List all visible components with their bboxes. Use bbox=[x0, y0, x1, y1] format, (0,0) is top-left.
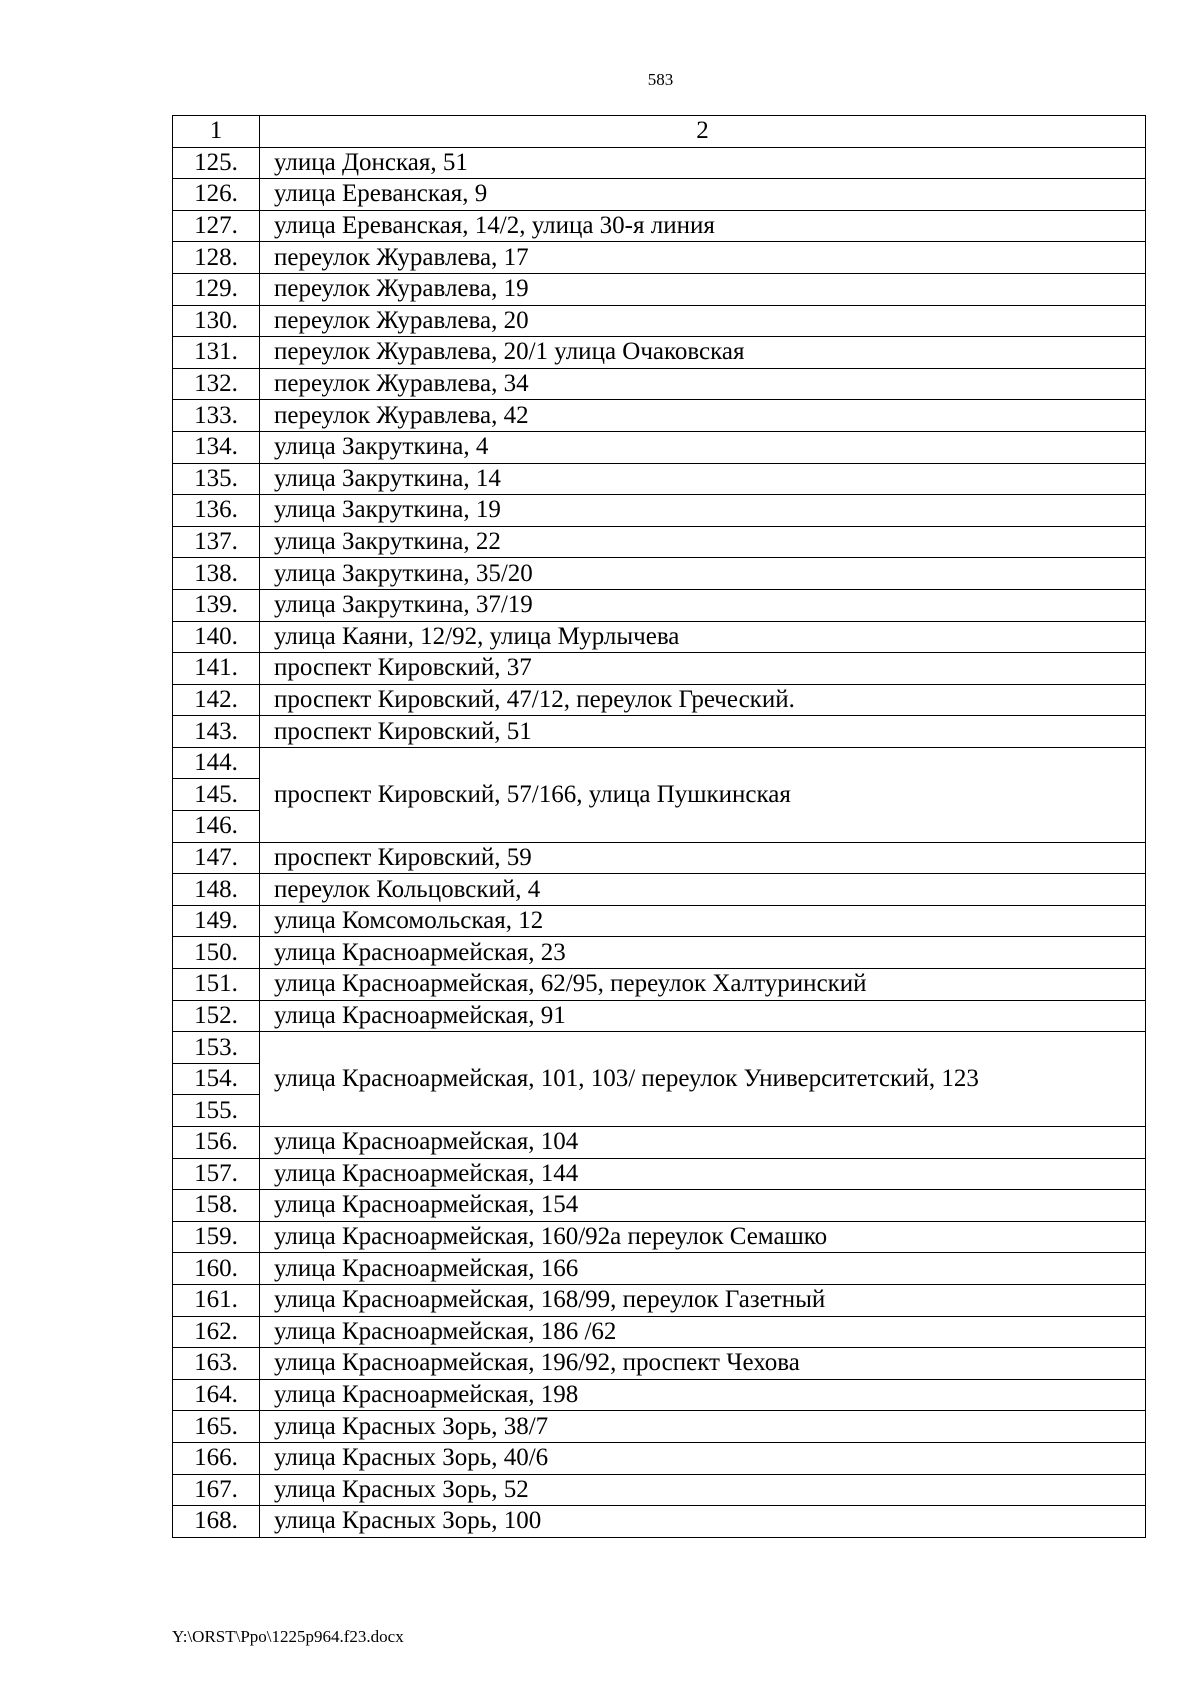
header-col-2: 2 bbox=[260, 116, 1146, 148]
table-row bbox=[173, 716, 1146, 748]
row-number: 139. bbox=[173, 589, 260, 621]
row-number: 161. bbox=[173, 1284, 260, 1316]
address-cell: улица Красноармейская, 154 bbox=[260, 1190, 1146, 1222]
row-number: 145. bbox=[173, 779, 260, 811]
address-cell: улица Комсомольская, 12 bbox=[260, 905, 1146, 937]
table-row bbox=[173, 1348, 1146, 1380]
table-row bbox=[173, 1158, 1146, 1190]
address-cell: улица Красноармейская, 198 bbox=[260, 1379, 1146, 1411]
table-row bbox=[173, 179, 1146, 211]
row-number: 164. bbox=[173, 1379, 260, 1411]
row-number: 133. bbox=[173, 400, 260, 432]
table-row bbox=[173, 1506, 1146, 1538]
row-number: 162. bbox=[173, 1316, 260, 1348]
address-cell: проспект Кировский, 57/166, улица Пушкинская bbox=[260, 747, 1146, 842]
address-cell: улица Красноармейская, 160/92а переулок Семашко bbox=[260, 1221, 1146, 1253]
address-cell: переулок Журавлева, 34 bbox=[260, 368, 1146, 400]
address-table-body bbox=[173, 116, 1146, 1538]
table-row bbox=[173, 400, 1146, 432]
address-cell: улица Красноармейская, 91 bbox=[260, 1000, 1146, 1032]
address-cell: улица Красных Зорь, 52 bbox=[260, 1474, 1146, 1506]
row-number: 138. bbox=[173, 558, 260, 590]
table-row bbox=[173, 273, 1146, 305]
table-row bbox=[173, 558, 1146, 590]
row-number: 147. bbox=[173, 842, 260, 874]
address-cell: улица Закруткина, 35/20 bbox=[260, 558, 1146, 590]
address-cell: улица Красноармейская, 101, 103/ переулок Университетский, 123 bbox=[260, 1032, 1146, 1127]
row-number: 130. bbox=[173, 305, 260, 337]
row-number: 149. bbox=[173, 905, 260, 937]
table-row bbox=[173, 653, 1146, 685]
table-header-row bbox=[173, 116, 1146, 148]
address-cell: переулок Журавлева, 42 bbox=[260, 400, 1146, 432]
table-row bbox=[173, 842, 1146, 874]
row-number: 154. bbox=[173, 1063, 260, 1095]
row-number: 131. bbox=[173, 337, 260, 369]
table-row bbox=[173, 526, 1146, 558]
address-cell: улица Красных Зорь, 38/7 bbox=[260, 1411, 1146, 1443]
row-number: 167. bbox=[173, 1474, 260, 1506]
row-number: 160. bbox=[173, 1253, 260, 1285]
row-number: 144. bbox=[173, 747, 260, 779]
address-cell: проспект Кировский, 37 bbox=[260, 653, 1146, 685]
table-row bbox=[173, 1411, 1146, 1443]
address-cell: улица Донская, 51 bbox=[260, 147, 1146, 179]
table-row bbox=[173, 305, 1146, 337]
address-cell: улица Ереванская, 9 bbox=[260, 179, 1146, 211]
address-cell: улица Красноармейская, 104 bbox=[260, 1127, 1146, 1159]
table-row bbox=[173, 495, 1146, 527]
table-row bbox=[173, 684, 1146, 716]
row-number: 134. bbox=[173, 431, 260, 463]
row-number: 140. bbox=[173, 621, 260, 653]
table-row bbox=[173, 1284, 1146, 1316]
table-row bbox=[173, 1000, 1146, 1032]
table-row bbox=[173, 589, 1146, 621]
row-number: 153. bbox=[173, 1032, 260, 1064]
address-cell: улица Ереванская, 14/2, улица 30-я линия bbox=[260, 210, 1146, 242]
row-number: 136. bbox=[173, 495, 260, 527]
row-number: 157. bbox=[173, 1158, 260, 1190]
row-number: 129. bbox=[173, 273, 260, 305]
address-cell: улица Красноармейская, 186 /62 bbox=[260, 1316, 1146, 1348]
table-row bbox=[173, 874, 1146, 906]
address-cell: переулок Журавлева, 19 bbox=[260, 273, 1146, 305]
table-row bbox=[173, 1379, 1146, 1411]
row-number: 163. bbox=[173, 1348, 260, 1380]
table-row bbox=[173, 621, 1146, 653]
address-cell: улица Красноармейская, 196/92, проспект Чехова bbox=[260, 1348, 1146, 1380]
address-cell: проспект Кировский, 51 bbox=[260, 716, 1146, 748]
address-cell: проспект Кировский, 47/12, переулок Греческий. bbox=[260, 684, 1146, 716]
address-cell: улица Закруткина, 14 bbox=[260, 463, 1146, 495]
table-row bbox=[173, 905, 1146, 937]
table-row bbox=[173, 1474, 1146, 1506]
address-cell: переулок Журавлева, 20/1 улица Очаковская bbox=[260, 337, 1146, 369]
table-row bbox=[173, 1127, 1146, 1159]
table-row bbox=[173, 147, 1146, 179]
row-number: 126. bbox=[173, 179, 260, 211]
address-cell: улица Красноармейская, 144 bbox=[260, 1158, 1146, 1190]
table-row bbox=[173, 937, 1146, 969]
row-number: 158. bbox=[173, 1190, 260, 1222]
row-number: 141. bbox=[173, 653, 260, 685]
address-cell: улица Красноармейская, 168/99, переулок Газетный bbox=[260, 1284, 1146, 1316]
row-number: 125. bbox=[173, 147, 260, 179]
row-number: 156. bbox=[173, 1127, 260, 1159]
row-number: 135. bbox=[173, 463, 260, 495]
table-row bbox=[173, 431, 1146, 463]
row-number: 142. bbox=[173, 684, 260, 716]
address-cell: улица Каяни, 12/92, улица Мурлычева bbox=[260, 621, 1146, 653]
row-number: 166. bbox=[173, 1442, 260, 1474]
row-number: 127. bbox=[173, 210, 260, 242]
row-number: 150. bbox=[173, 937, 260, 969]
table-row bbox=[173, 1442, 1146, 1474]
row-number: 165. bbox=[173, 1411, 260, 1443]
table-row bbox=[173, 368, 1146, 400]
row-number: 146. bbox=[173, 811, 260, 843]
row-number: 132. bbox=[173, 368, 260, 400]
row-number: 155. bbox=[173, 1095, 260, 1127]
table-row bbox=[173, 1032, 1146, 1064]
page-number: 583 bbox=[647, 70, 674, 89]
address-cell: улица Красноармейская, 62/95, переулок Халтуринский bbox=[260, 969, 1146, 1001]
footer-file-path: Y:\ORST\Ppo\1225p964.f23.docx bbox=[172, 1627, 404, 1646]
address-cell: переулок Кольцовский, 4 bbox=[260, 874, 1146, 906]
address-cell: улица Закруткина, 4 bbox=[260, 431, 1146, 463]
address-cell: улица Красных Зорь, 100 bbox=[260, 1506, 1146, 1538]
address-cell: переулок Журавлева, 20 bbox=[260, 305, 1146, 337]
address-cell: улица Красных Зорь, 40/6 bbox=[260, 1442, 1146, 1474]
table-row bbox=[173, 747, 1146, 779]
row-number: 137. bbox=[173, 526, 260, 558]
table-row bbox=[173, 337, 1146, 369]
address-cell: улица Красноармейская, 166 bbox=[260, 1253, 1146, 1285]
header-col-1: 1 bbox=[173, 116, 260, 148]
table-row bbox=[173, 242, 1146, 274]
row-number: 128. bbox=[173, 242, 260, 274]
row-number: 159. bbox=[173, 1221, 260, 1253]
address-table bbox=[172, 115, 1146, 1538]
row-number: 168. bbox=[173, 1506, 260, 1538]
table-row bbox=[173, 969, 1146, 1001]
row-number: 152. bbox=[173, 1000, 260, 1032]
address-cell: улица Закруткина, 37/19 bbox=[260, 589, 1146, 621]
address-cell: переулок Журавлева, 17 bbox=[260, 242, 1146, 274]
row-number: 151. bbox=[173, 969, 260, 1001]
address-cell: улица Закруткина, 22 bbox=[260, 526, 1146, 558]
address-cell: улица Красноармейская, 23 bbox=[260, 937, 1146, 969]
address-cell: улица Закруткина, 19 bbox=[260, 495, 1146, 527]
table-row bbox=[173, 210, 1146, 242]
table-row bbox=[173, 1316, 1146, 1348]
address-cell: проспект Кировский, 59 bbox=[260, 842, 1146, 874]
row-number: 143. bbox=[173, 716, 260, 748]
table-row bbox=[173, 1253, 1146, 1285]
table-row bbox=[173, 1190, 1146, 1222]
row-number: 148. bbox=[173, 874, 260, 906]
table-row bbox=[173, 463, 1146, 495]
table-row bbox=[173, 1221, 1146, 1253]
